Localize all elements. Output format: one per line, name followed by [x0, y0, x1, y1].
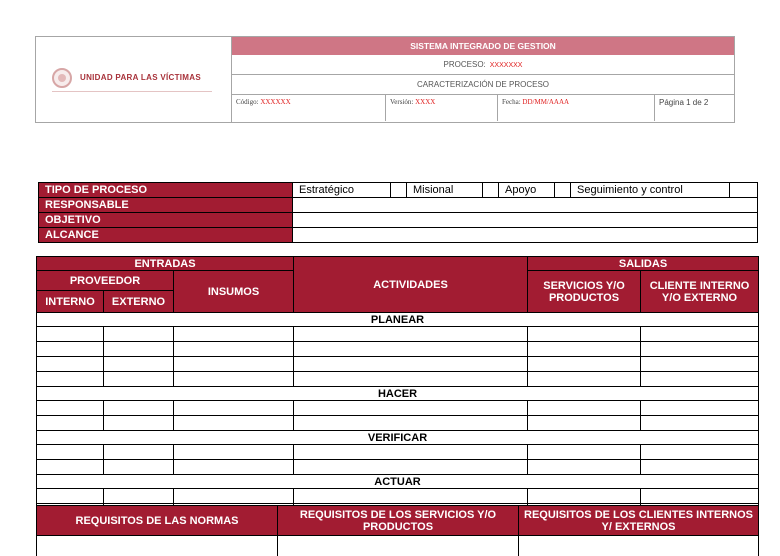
- version-cell: [386, 95, 498, 121]
- table-row: [37, 489, 759, 504]
- code-value: XXXXXX: [260, 98, 291, 106]
- table-row: [37, 327, 759, 342]
- objetivo-label: OBJETIVO: [39, 213, 293, 228]
- requisitos-normas-header: REQUISITOS DE LAS NORMAS: [37, 506, 278, 536]
- process-info-table: [38, 182, 758, 243]
- version-label: Versión:: [390, 98, 414, 106]
- checkbox-seguimiento[interactable]: [730, 183, 758, 198]
- requisitos-clientes-header: REQUISITOS DE LOS CLIENTES INTERNOS Y/ EXTERNOS: [519, 506, 759, 536]
- page-cell: [655, 95, 734, 121]
- process-row: [232, 55, 734, 75]
- interno-header: INTERNO: [37, 291, 104, 313]
- process-label: PROCESO:: [443, 60, 486, 69]
- table-row: [37, 416, 759, 431]
- header-info: [232, 37, 734, 122]
- requisitos-clientes-field[interactable]: [519, 536, 759, 556]
- subtitle: CARACTERIZACIÓN DE PROCESO: [232, 75, 734, 95]
- requisitos-servicios-field[interactable]: [278, 536, 519, 556]
- tipo-proceso-label: TIPO DE PROCESO: [39, 183, 293, 198]
- responsable-field[interactable]: [293, 198, 758, 213]
- metadata-row: [232, 95, 734, 121]
- phase-verificar: VERIFICAR: [37, 431, 759, 445]
- option-misional: Misional: [407, 183, 483, 198]
- checkbox-apoyo[interactable]: [555, 183, 571, 198]
- alcance-label: ALCANCE: [39, 228, 293, 243]
- table-row: [37, 357, 759, 372]
- phase-hacer: HACER: [37, 387, 759, 401]
- system-title: SISTEMA INTEGRADO DE GESTION: [232, 37, 734, 55]
- entradas-header: ENTRADAS: [37, 257, 294, 271]
- requisitos-servicios-header: REQUISITOS DE LOS SERVICIOS Y/O PRODUCTOS: [278, 506, 519, 536]
- servicios-header: SERVICIOS Y/O PRODUCTOS: [528, 271, 641, 313]
- logo-divider: [52, 91, 212, 92]
- process-value: XXXXXXX: [489, 62, 523, 69]
- table-row: [37, 401, 759, 416]
- proveedor-header: PROVEEDOR: [37, 271, 174, 291]
- date-value: DD/MM/AAAA: [522, 98, 570, 106]
- table-row: [37, 460, 759, 475]
- phase-actuar: ACTUAR: [37, 475, 759, 489]
- logo-cell: [36, 37, 232, 122]
- option-estrategico: Estratégico: [293, 183, 391, 198]
- requisitos-normas-field[interactable]: [37, 536, 278, 556]
- logo-text: UNIDAD PARA LAS VÍCTIMAS: [80, 73, 201, 82]
- phase-planear: PLANEAR: [37, 313, 759, 327]
- option-seguimiento: Seguimiento y control: [571, 183, 730, 198]
- table-row: [37, 372, 759, 387]
- responsable-label: RESPONSABLE: [39, 198, 293, 213]
- checkbox-misional[interactable]: [483, 183, 499, 198]
- characterization-table: [36, 256, 759, 519]
- objetivo-field[interactable]: [293, 213, 758, 228]
- actividades-header: ACTIVIDADES: [294, 257, 528, 313]
- insumos-header: INSUMOS: [174, 271, 294, 313]
- date-label: Fecha:: [502, 98, 521, 106]
- code-label: Código:: [236, 98, 259, 106]
- table-row: [37, 445, 759, 460]
- salidas-header: SALIDAS: [528, 257, 759, 271]
- code-cell: [232, 95, 386, 121]
- requirements-table: [36, 505, 759, 556]
- version-value: XXXX: [415, 98, 436, 106]
- document-header: [35, 36, 735, 123]
- option-apoyo: Apoyo: [499, 183, 555, 198]
- alcance-field[interactable]: [293, 228, 758, 243]
- cliente-header: CLIENTE INTERNO Y/O EXTERNO: [641, 271, 759, 313]
- page-label: Página 1 de 2: [659, 98, 709, 107]
- date-cell: [498, 95, 655, 121]
- coat-of-arms-icon: [52, 68, 72, 88]
- externo-header: EXTERNO: [104, 291, 174, 313]
- checkbox-estrategico[interactable]: [391, 183, 407, 198]
- table-row: [37, 342, 759, 357]
